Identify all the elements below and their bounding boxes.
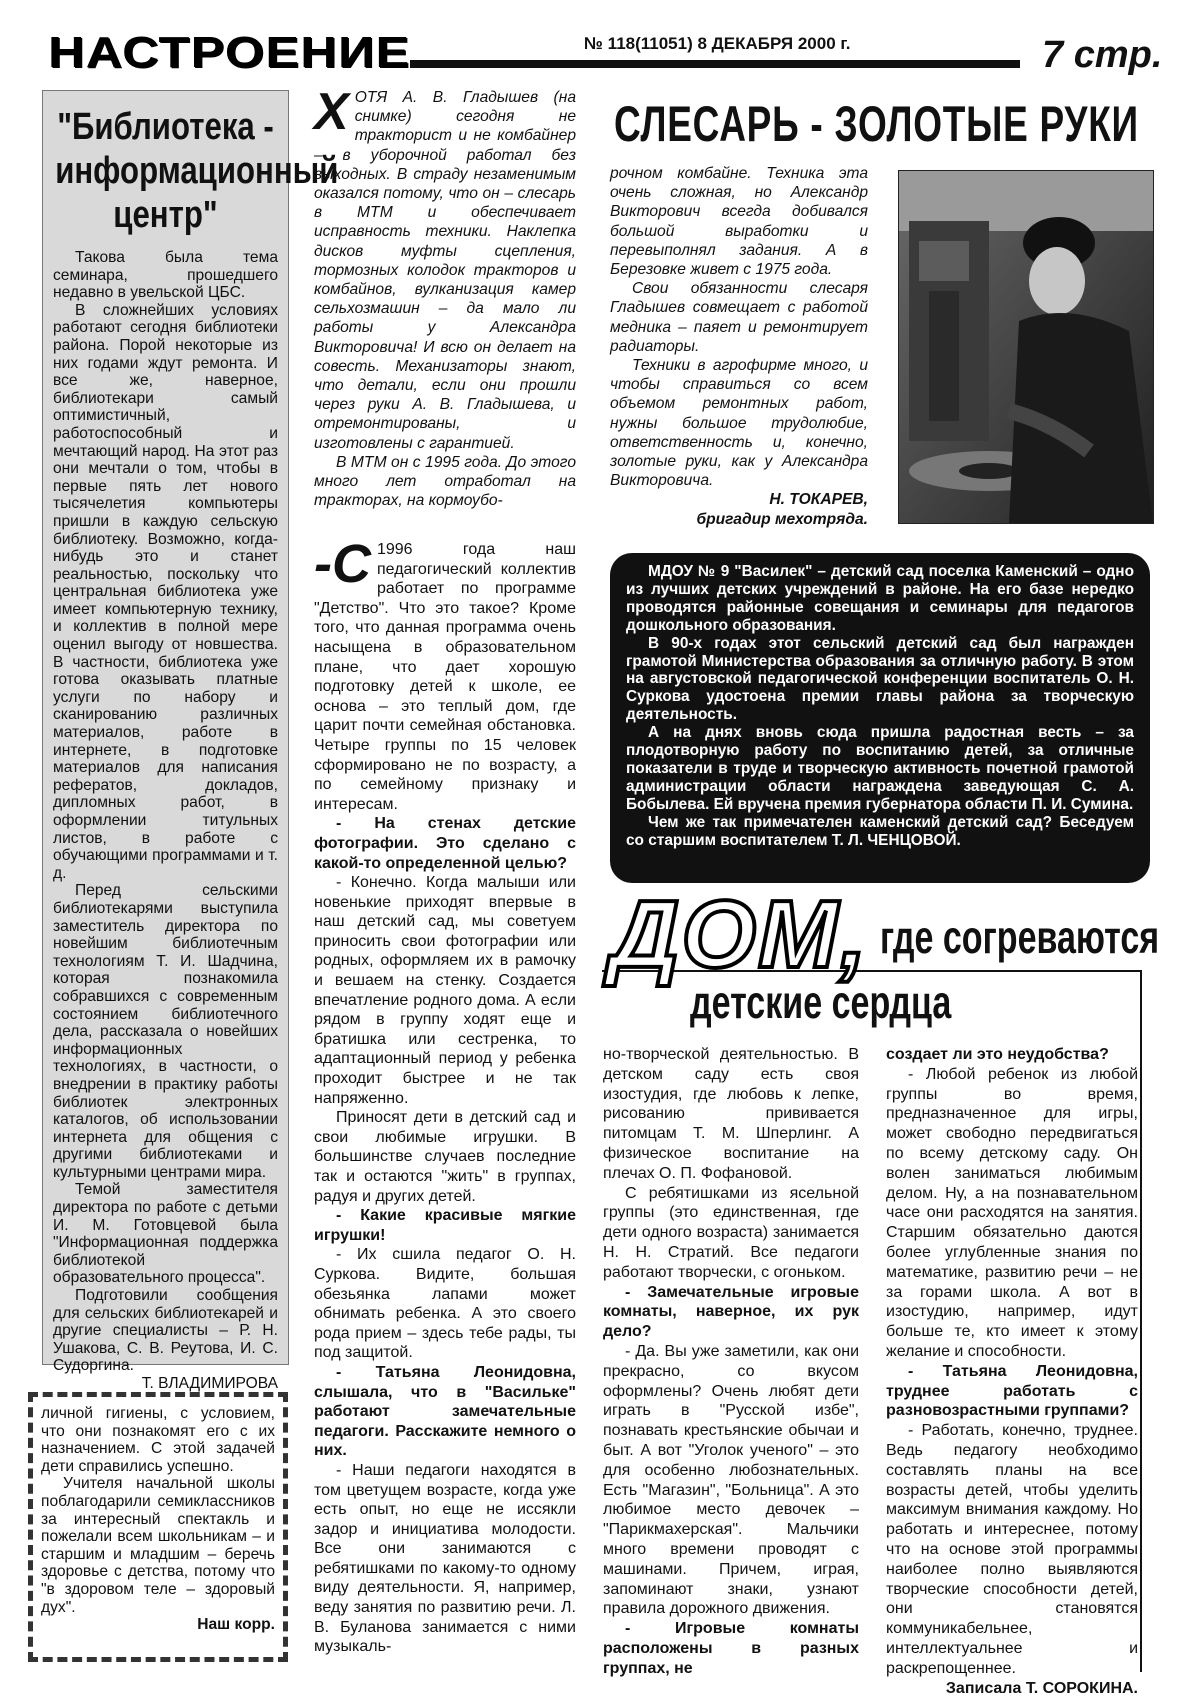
question: - Игровые комнаты расположены в разных группах, не bbox=[603, 1619, 859, 1678]
paragraph: но-творческой деятельностью. В детском саду есть своя изостудия, где любовь к лепке, рисованию прививается питомцам Т. М. Шперлинг. А физическое воспитание на плечах О. П. Фофановой. bbox=[603, 1045, 859, 1184]
question: - Татьяна Леонидовна, слышала, что в "Васильке" работают замечательные педагоги. Расскажите немного о них. bbox=[314, 1363, 576, 1461]
paragraph: ОТЯ А. В. Гладышев (на снимке) сегодня не тракторист и не комбайнер – в уборочной работал без выходных. В страду незаменимым оказался потому, что он – слесарь в МТМ и обеспечивает исправность техники. Наклепка дисков муфты сцепления, тормозных колодок тракторов и комбайнов, вулканизация камер сельхозмашин – да мало ли работы у Александра Викторовича! И всю он делает на совесть. Механизаторы знают, что детали, если они прошли через руки А. В. Гладышева, и отремонтированы, и изготовлены с гарантией. bbox=[314, 88, 576, 453]
paragraph: А на днях вновь сюда пришла радостная весть – за плодотворную работу по воспитанию детей, за отличные показатели в труде и творческую активность почетной грамотой администрации области награждена заведующая С. А. Бобылева. Ей вручена премия губернатора области П. И. Сумина. bbox=[626, 724, 1134, 814]
kindergarten-col-c bbox=[886, 1045, 1138, 1698]
paragraph: - Любой ребенок из любой группы во время, предназначенное для игры, может свободно передвигаться по всему детскому саду. Он волен заниматься любимым делом. Ну, а на познавательном часе они расходятся на занятия. Старшим обязательно даются более углубленные знания по математике, развитию речи – не за горами школа. А вот в изостудию, например, идут больше те, кто имеет к этому желание и способности. bbox=[886, 1065, 1138, 1362]
library-article-body bbox=[53, 249, 278, 1393]
question: - Татьяна Леонидовна, труднее работать с разновозрастными группами? bbox=[886, 1362, 1138, 1421]
paragraph: Такова была тема семинара, прошедшего недавно в увельской ЦБС. bbox=[53, 249, 278, 302]
paragraph: личной гигиены, с условием, что они познакомят его с их назначением. С этой задачей дети справились успешно. bbox=[41, 1405, 275, 1475]
kindergarten-col-b bbox=[603, 1045, 859, 1679]
paragraph: Темой заместителя директора по работе с детьми И. М. Готовцевой была "Информационная поддержка библиотекой образовательного процесса". bbox=[53, 1181, 278, 1287]
hygiene-signature: Наш корр. bbox=[41, 1616, 275, 1634]
kindergarten-intro-box bbox=[610, 553, 1150, 883]
dropcap: Х bbox=[314, 90, 349, 134]
paragraph: - Их сшила педагог О. Н. Суркова. Видите, большая обезьянка лапами может обнимать ребенка. А это своего рода прием – здесь тебе рады, ты под защитой. bbox=[314, 1245, 576, 1363]
paragraph: - Конечно. Когда малыши или новенькие приходят впервые в наш детский сад, мы советуем приносить свои фотографии или родных, оформляем их в рамочку и вешаем на стенку. Создается впечатление родного дома. А если рядом в группу ходят еще и братишка или сестренка, то адаптационный период у ребенка проходит быстрее и не так напряженно. bbox=[314, 873, 576, 1108]
kindergarten-headline-line2: детские сердца bbox=[690, 975, 951, 1029]
locksmith-headline: СЛЕСАРЬ - ЗОЛОТЫЕ РУКИ bbox=[614, 95, 1139, 153]
question: - На стенах детские фотографии. Это сделано с какой-то определенной целью? bbox=[314, 814, 576, 873]
paragraph: - Работать, конечно, труднее. Ведь педагогу необходимо составлять планы на все возрасты детей, чтобы уделить максимум внимания каждому. Но работать и интереснее, потому что на основе этой программы наиболее полно выявляются творческие способности детей, они становятся коммуникабельнее, интеллектуальнее и раскрепощеннее. bbox=[886, 1421, 1138, 1678]
issue-line: № 118(11051) 8 ДЕКАБРЯ 2000 г. bbox=[578, 34, 856, 54]
page-number: 7 стр. bbox=[1042, 34, 1162, 77]
header-rule bbox=[410, 60, 1020, 68]
paragraph: Техники в агрофирме много, и чтобы справиться со всем объемом ремонтных работ, нужны большое трудолюбие, ответственность и, конечно, золотые руки, как у Александра Викторовича. bbox=[610, 356, 868, 490]
paragraph: - Да. Вы уже заметили, как они прекрасно, со вкусом оформлены? Очень любят дети играть в "Русской избе", познавать крестьянские обычаи и быт. А вот "Уголок ученого" – это для особенно любознательных. Есть "Магазин", "Больница". А это любимое место девочек – "Парикмахерская". Мальчики много времени проводят с машинами. Причем, играя, запоминают знаки, узнают правила дорожного движения. bbox=[603, 1342, 859, 1619]
question: - Замечательные игровые комнаты, наверное, их рук дело? bbox=[603, 1283, 859, 1342]
kindergarten-signature: Записала Т. СОРОКИНА. bbox=[886, 1679, 1138, 1698]
hygiene-note bbox=[28, 1392, 288, 1662]
section-masthead: НАСТРОЕНИЕ bbox=[48, 28, 410, 78]
paragraph: В сложнейших условиях работают сегодня библиотеки района. Порой некоторые из них годами ждут ремонта. И все же, наверное, библиотекари самый оптимистичный, работоспособный и мечтающий народ. На этот раз они мечтали о том, чтобы в первые пять лет нового тысячелетия компьютеры пришли в каждую сельскую библиотеку. Возможно, когда-нибудь это и станет реальностью, поскольку что центральная библиотека уже имеет компьютерную технику, и коллектив в полной мере оценил выгоду от новшества. В частности, библиотека уже готова оказывать платные услуги по набору и сканированию различных материалов, работе в интернете, в подготовке материалов для написания рефератов, докладов, дипломных работ, в оформлении титульных листов, в работе с обучающими программами и т. д. bbox=[53, 302, 278, 883]
paragraph: Подготовили сообщения для сельских библиотекарей и другие специалисты – Р. Н. Ушакова, С. В. Реутова, И. С. Судоргина. bbox=[53, 1287, 278, 1375]
kindergarten-headline-line1: где согреваются bbox=[880, 910, 1159, 964]
paragraph: Чем же так примечателен каменский детский сад? Беседуем со старшим воспитателем Т. Л. ЧЕНЦОВОЙ. bbox=[626, 814, 1134, 850]
paragraph: С ребятишками из ясельной группы (это единственная, где дети одного возраста) занимается Н. Н. Стратий. Все педагоги работают творчески, с огоньком. bbox=[603, 1184, 859, 1283]
paragraph: 1996 года наш педагогический коллектив работает по программе "Детство". Что это такое? Кроме того, что данная программа очень насыщена в образовательном плане, что дает хорошую подготовку детей к школе, ее основа – это теплый дом, где царит почти семейная обстановка. Четыре группы по 15 человек сформировано не по возрасту, а по семейному признаку и интересам. bbox=[314, 540, 576, 814]
paragraph: - Наши педагоги находятся в том цветущем возрасте, когда уже есть опыт, но еще не иссякли задор и инициатива молодости. Все они занимаются с ребятишками по какому-то одному виду деятельности. Я, например, веду занятия по развитию речи. Л. В. Буланова занимается с ними музыкаль- bbox=[314, 1461, 576, 1657]
library-article bbox=[42, 90, 289, 1365]
worker-photo bbox=[898, 170, 1154, 524]
paragraph: В 90-х годах этот сельский детский сад был награжден грамотой Министерства образования за отличную работу. В этом на августовской педагогической конференции воспитатель О. Н. Суркова удостоена премии главы района за творческую деятельность. bbox=[626, 635, 1134, 725]
locksmith-col2 bbox=[610, 164, 868, 529]
paragraph: Перед сельскими библиотекарями выступила заместитель директора по новейшим библиотечным технологиям Т. И. Шадчина, которая познакомила собравшихся с современным состоянием библиотечного дела, рассказала о новейших информационных технологиях, в частности, о внедрении в практику работы библиотек электронных каталогов, об использовании интернета для общения с другими библиотеками и культурными центрами мира. bbox=[53, 882, 278, 1181]
locksmith-col1 bbox=[314, 88, 576, 510]
locksmith-signature-name: Н. ТОКАРЕВ, bbox=[610, 490, 868, 509]
locksmith-signature-role: бригадир мехотряда. bbox=[610, 510, 868, 529]
paragraph: Учителя начальной школы поблагодарили семиклассников за интересный спектакль и пожелали всем школьникам – и старшим и младшим – беречь здоровье с детства, потому что "в здоровом теле – здоровый дух". bbox=[41, 1475, 275, 1616]
dropcap: -С bbox=[314, 542, 371, 586]
paragraph: Приносят дети в детский сад и свои любимые игрушки. В большинстве случаев последние так и остаются "жить" в группах, радуя и других детей. bbox=[314, 1108, 576, 1206]
library-signature: Т. ВЛАДИМИРОВА bbox=[53, 1375, 278, 1393]
library-article-title: "Библиотека - информационный центр" bbox=[55, 105, 276, 237]
kindergarten-col-a bbox=[314, 540, 576, 1657]
question: создает ли это неудобства? bbox=[886, 1045, 1138, 1065]
worker-photo-image bbox=[899, 171, 1153, 523]
paragraph: В МТМ он с 1995 года. До этого много лет отработал на тракторах, на кормоубо- bbox=[314, 453, 576, 511]
kindergarten-headline-big: ДОМ, bbox=[610, 880, 869, 990]
paragraph: Свои обязанности слесаря Гладышев совмещает с работой медника – паяет и ремонтирует радиаторы. bbox=[610, 279, 868, 356]
question: - Какие красивые мягкие игрушки! bbox=[314, 1206, 576, 1245]
paragraph: рочном комбайне. Техника эта очень сложная, но Александр Викторович всегда добивался большой выработки и перевыполнял задания. А в Березовке живет с 1975 года. bbox=[610, 164, 868, 279]
paragraph: МДОУ № 9 "Василек" – детский сад поселка Каменский – одно из лучших детских учреждений в районе. На его базе нередко проводятся районные совещания и семинары для педагогов дошкольного образования. bbox=[626, 563, 1134, 635]
